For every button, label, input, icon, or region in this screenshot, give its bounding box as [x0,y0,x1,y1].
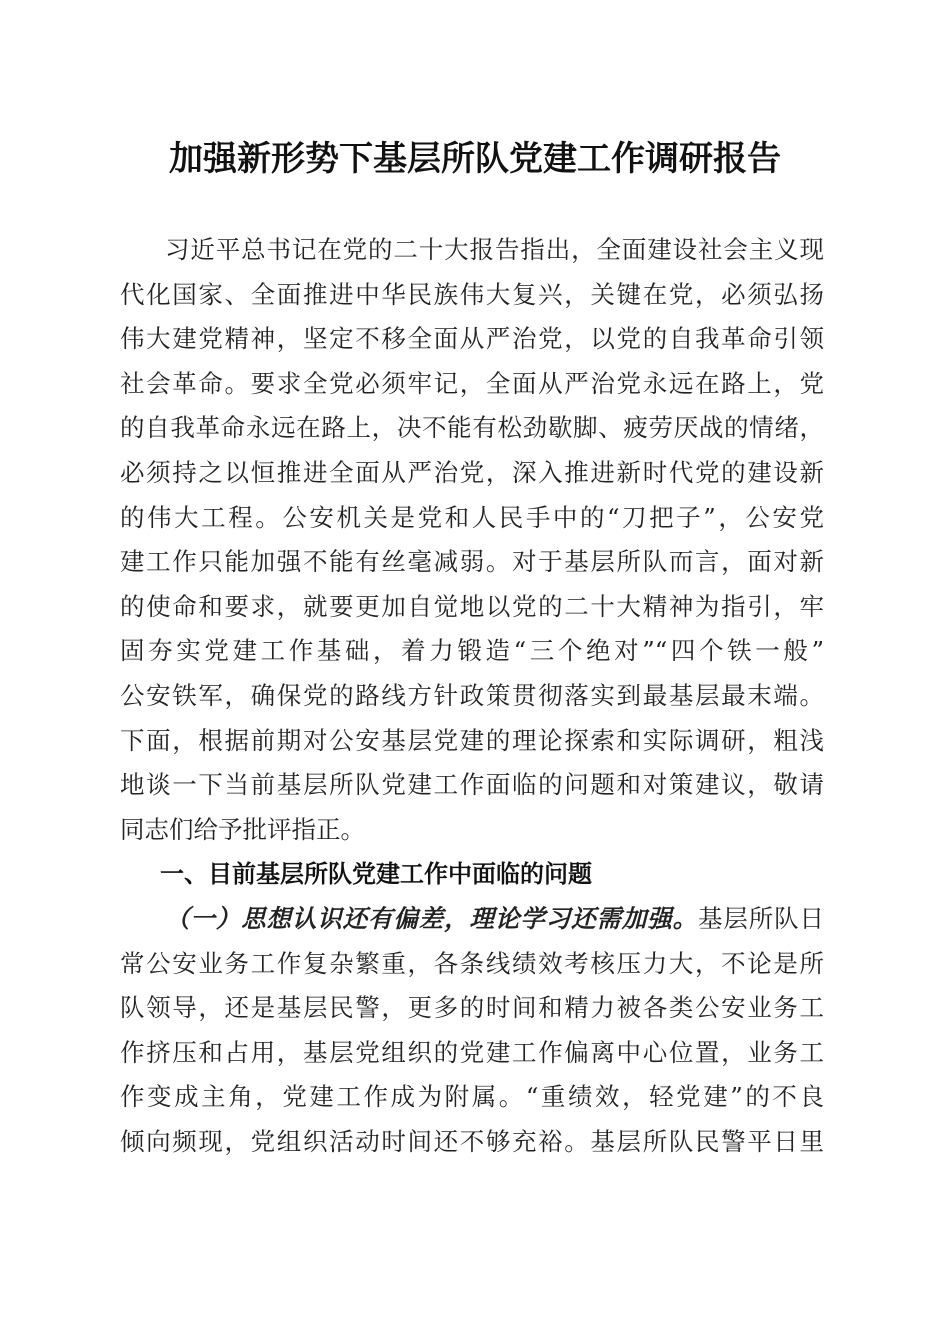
subsection-lead-tail: 基层所队日 [697,903,825,933]
paragraph-line [120,897,824,942]
paragraph-line: 下面，根据前期对公安基层党建的理论探索和实际调研，粗浅 [120,725,824,755]
paragraph-line: 必须持之以恒推进全面从严治党，深入推进新时代党的建设新 [120,457,824,487]
paragraph-line: 伟大建党精神，坚定不移全面从严治党，以党的自我革命引领 [120,324,824,354]
document-title: 加强新形势下基层所队党建工作调研报告 [169,139,781,179]
subsection-paragraph [120,897,824,1165]
subsection-lead: （一）思想认识还有偏差，理论学习还需加强。 [165,903,698,933]
paragraph-line: 的使命和要求，就要更加自觉地以党的二十大精神为指引，牢 [120,591,824,621]
intro-paragraph [120,228,824,852]
paragraph-line: 代化国家、全面推进中华民族伟大复兴，关键在党，必须弘扬 [120,279,824,309]
paragraph-line: 同志们给予批评指正。 [120,814,365,844]
paragraph-line: 队领导，还是基层民警，更多的时间和精力被各类公安业务工 [120,993,824,1023]
paragraph-line: 常公安业务工作复杂繁重，各条线绩效考核压力大，不论是所 [120,948,824,978]
paragraph-line: 倾向频现，党组织活动时间还不够充裕。基层所队民警平日里 [120,1126,824,1156]
paragraph-line: 固夯实党建工作基础，着力锻造“三个绝对”“四个铁一般” [120,636,824,666]
paragraph-line: 的自我革命永远在路上，决不能有松劲歇脚、疲劳厌战的情绪， [120,413,824,443]
document-body [120,228,824,1164]
paragraph-line: 习近平总书记在党的二十大报告指出，全面建设社会主义现 [165,235,824,264]
paragraph-line: 地谈一下当前基层所队党建工作面临的问题和对策建议，敬请 [120,770,824,800]
paragraph-line: 社会革命。要求全党必须牢记，全面从严治党永远在路上，党 [120,368,824,398]
paragraph-line: 的伟大工程。公安机关是党和人民手中的“刀把子”，公安党 [120,502,824,532]
paragraph-line: 建工作只能加强不能有丝毫减弱。对于基层所队而言，面对新 [120,547,824,577]
paragraph-line: 作挤压和占用，基层党组织的党建工作偏离中心位置，业务工 [120,1037,824,1067]
paragraph-line: 公安铁军，确保党的路线方针政策贯彻落实到最基层最末端。 [120,680,824,710]
paragraph-line: 作变成主角，党建工作成为附属。“重绩效，轻党建”的不良 [120,1082,824,1112]
section-heading: 一、目前基层所队党建工作中面临的问题 [160,860,592,889]
